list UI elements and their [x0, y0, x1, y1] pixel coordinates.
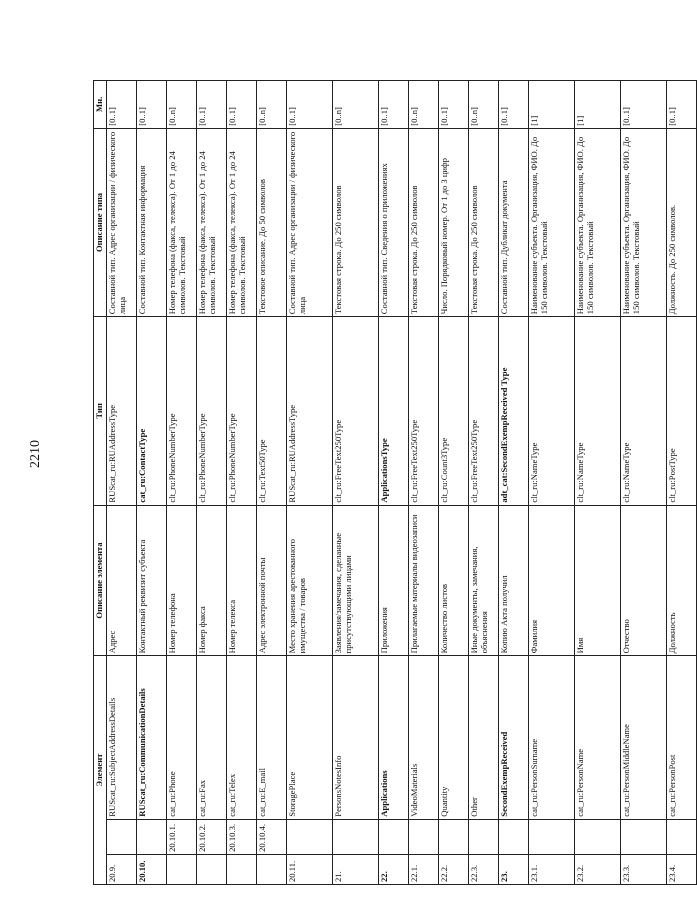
element-name: cat_ru:E_mail	[257, 656, 287, 819]
element-description: Иные документы, замечания, объяснения	[469, 505, 499, 656]
element-description: Прилагаемые материалы видеозаписи	[409, 505, 439, 656]
row-number	[197, 854, 227, 884]
table-row	[197, 81, 227, 885]
type-description: Наименование субъекта. Организация, ФИО. До 150 символов. Текстовый	[621, 128, 667, 316]
element-type: clt_ru:FreeText250Type	[469, 317, 499, 505]
multiplicity: [0..1]	[667, 81, 697, 129]
type-description: Наименование субъекта. Организация, ФИО. До 150 символов. Текстовый	[529, 128, 575, 316]
row-number: 23.2.	[575, 854, 621, 884]
type-description: Текстовая строка. До 250 символов	[333, 128, 379, 316]
rotated-table-container	[93, 80, 677, 885]
element-name: cat_ru:PersonMiddleName	[621, 656, 667, 819]
element-description: Отчество	[621, 505, 667, 656]
row-number	[167, 854, 197, 884]
row-number: 23.1.	[529, 854, 575, 884]
element-type: clt_ru:Text50Type	[257, 317, 287, 505]
row-subnumber	[499, 819, 529, 854]
row-number	[257, 854, 287, 884]
element-description: Имя	[575, 505, 621, 656]
element-type: clt_ru:NameType	[621, 317, 667, 505]
type-description: Текстовая строка. До 250 символов	[469, 128, 499, 316]
element-table	[93, 80, 697, 885]
element-description: Номер телекса	[227, 505, 257, 656]
type-description: Число. Порядковый номер. От 1 до 3 цифр	[439, 128, 469, 316]
row-number: 22.3.	[469, 854, 499, 884]
row-subnumber	[575, 819, 621, 854]
element-type: clt_ru:NameType	[529, 317, 575, 505]
multiplicity: [0..1]	[621, 81, 667, 129]
row-subnumber	[439, 819, 469, 854]
multiplicity: [0..n]	[409, 81, 439, 129]
element-description: Место хранения арестованного имущества / товаров	[287, 505, 333, 656]
row-subnumber	[667, 819, 697, 854]
type-description: Наименование субъекта. Организация, ФИО. До 150 символов. Текстовый	[575, 128, 621, 316]
table-row	[107, 81, 137, 885]
element-name: Other	[469, 656, 499, 819]
element-description: Количество листов	[439, 505, 469, 656]
table-row	[409, 81, 439, 885]
element-name: VideoMaterials	[409, 656, 439, 819]
table-body	[107, 81, 697, 885]
header-type: Тип	[94, 317, 107, 505]
row-subnumber: 20.10.2.	[197, 819, 227, 854]
table-row	[379, 81, 409, 885]
multiplicity: [0..n]	[333, 81, 379, 129]
row-subnumber: 20.10.4.	[257, 819, 287, 854]
element-name: SecondExempReceived	[499, 656, 529, 819]
element-type: clt_ru:Count3Type	[439, 317, 469, 505]
header-element: Элемент	[94, 656, 107, 885]
table-row	[167, 81, 197, 885]
element-description: Заявления/замечания, сделанные присутствующими лицами	[333, 505, 379, 656]
table-row	[667, 81, 697, 885]
element-type: clt_ru:NameType	[575, 317, 621, 505]
table-row	[333, 81, 379, 885]
table-row	[439, 81, 469, 885]
row-number: 20.10.	[137, 854, 167, 884]
table-row	[621, 81, 667, 885]
type-description: Номер телефона (факса, телекса). От 1 до 24 символов. Текстовый	[197, 128, 227, 316]
element-type: clt_ru:FreeText250Type	[333, 317, 379, 505]
element-type: clt_ru:FreeText250Type	[409, 317, 439, 505]
multiplicity: [0..1]	[439, 81, 469, 129]
element-description: Адрес	[107, 505, 137, 656]
table-row	[499, 81, 529, 885]
element-name: cat_ru:PersonPost	[667, 656, 697, 819]
row-subnumber	[529, 819, 575, 854]
table-row	[257, 81, 287, 885]
element-name: cat_ru:PersonName	[575, 656, 621, 819]
multiplicity: [0..1]	[379, 81, 409, 129]
element-name: cat_ru:PersonSurname	[529, 656, 575, 819]
element-type: clt_ru:PostType	[667, 317, 697, 505]
type-description: Текстовая строка. До 250 символов	[409, 128, 439, 316]
element-description: Номер телефона	[167, 505, 197, 656]
multiplicity: [0..n]	[257, 81, 287, 129]
multiplicity: [1]	[529, 81, 575, 129]
type-description: Составной тип. Дубликат документа	[499, 128, 529, 316]
table-row	[287, 81, 333, 885]
type-description: Составной тип. Сведения о приложениях	[379, 128, 409, 316]
multiplicity: [0..1]	[197, 81, 227, 129]
element-name: cat_ru:Fax	[197, 656, 227, 819]
element-description: Должность	[667, 505, 697, 656]
type-description: Составной тип. Адрес организации / физического лица	[287, 128, 333, 316]
row-subnumber	[621, 819, 667, 854]
row-subnumber	[333, 819, 379, 854]
row-subnumber	[107, 819, 137, 854]
element-type: clt_ru:PhoneNumberType	[167, 317, 197, 505]
multiplicity: [0..n]	[167, 81, 197, 129]
multiplicity: [0..1]	[499, 81, 529, 129]
multiplicity: [1]	[575, 81, 621, 129]
multiplicity: [0..1]	[227, 81, 257, 129]
row-subnumber	[469, 819, 499, 854]
element-type: clt_ru:PhoneNumberType	[197, 317, 227, 505]
header-type-description: Описание типа	[94, 128, 107, 316]
row-number: 21.	[333, 854, 379, 884]
element-type: clt_ru:PhoneNumberType	[227, 317, 257, 505]
element-description: Номер факса	[197, 505, 227, 656]
multiplicity: [0..n]	[469, 81, 499, 129]
row-number: 20.11.	[287, 854, 333, 884]
element-name: cat_ru:Telex	[227, 656, 257, 819]
row-subnumber: 20.10.3.	[227, 819, 257, 854]
element-name: RUScat_ru:CommunicationDetails	[137, 656, 167, 819]
type-description: Текстовое описание. До 50 символов	[257, 128, 287, 316]
row-subnumber	[287, 819, 333, 854]
element-name: PersonsNotesInfo	[333, 656, 379, 819]
multiplicity: [0..1]	[137, 81, 167, 129]
row-number: 22.2.	[439, 854, 469, 884]
row-number: 22.1.	[409, 854, 439, 884]
multiplicity: [0..1]	[287, 81, 333, 129]
element-type: RUScat_ru:RUAddressType	[107, 317, 137, 505]
row-number: 23.4.	[667, 854, 697, 884]
row-number	[227, 854, 257, 884]
row-subnumber	[137, 819, 167, 854]
element-type: RUScat_ru:RUAddressType	[287, 317, 333, 505]
element-type: cat_ru:ContactType	[137, 317, 167, 505]
element-description: Фамилия	[529, 505, 575, 656]
type-description: Составной тип. Контактная информация	[137, 128, 167, 316]
type-description: Должность. До 250 символов.	[667, 128, 697, 316]
row-subnumber: 20.10.1.	[167, 819, 197, 854]
table-row	[227, 81, 257, 885]
type-description: Номер телефона (факса, телекса). От 1 до 24 символов. Текстовый	[227, 128, 257, 316]
row-subnumber	[409, 819, 439, 854]
element-description: Приложения	[379, 505, 409, 656]
row-number: 20.9.	[107, 854, 137, 884]
type-description: Составной тип. Адрес организации / физического лица	[107, 128, 137, 316]
type-description: Номер телефона (факса, телекса). От 1 до 24 символов. Текстовый	[167, 128, 197, 316]
page-number: 2210	[28, 440, 43, 468]
element-description: Копию Акта получил	[499, 505, 529, 656]
element-name: Applications	[379, 656, 409, 819]
table-row	[469, 81, 499, 885]
table-row	[529, 81, 575, 885]
row-subnumber	[379, 819, 409, 854]
row-number: 23.3.	[621, 854, 667, 884]
element-name: StoragePlace	[287, 656, 333, 819]
header-multiplicity: Мн.	[94, 81, 107, 129]
table-row	[137, 81, 167, 885]
element-description: Адрес электронной почты	[257, 505, 287, 656]
element-name: RUScat_ru:SubjectAddressDetails	[107, 656, 137, 819]
header-element-description: Описание элемента	[94, 505, 107, 656]
multiplicity: [0..1]	[107, 81, 137, 129]
row-number: 23.	[499, 854, 529, 884]
element-name: cat_ru:Phone	[167, 656, 197, 819]
element-description: Контактный реквизит субъекта	[137, 505, 167, 656]
row-number: 22.	[379, 854, 409, 884]
element-type: ApplicationsType	[379, 317, 409, 505]
element-name: Quantity	[439, 656, 469, 819]
element-type: adt_cat:SecondExempReceived Type	[499, 317, 529, 505]
table-row	[575, 81, 621, 885]
